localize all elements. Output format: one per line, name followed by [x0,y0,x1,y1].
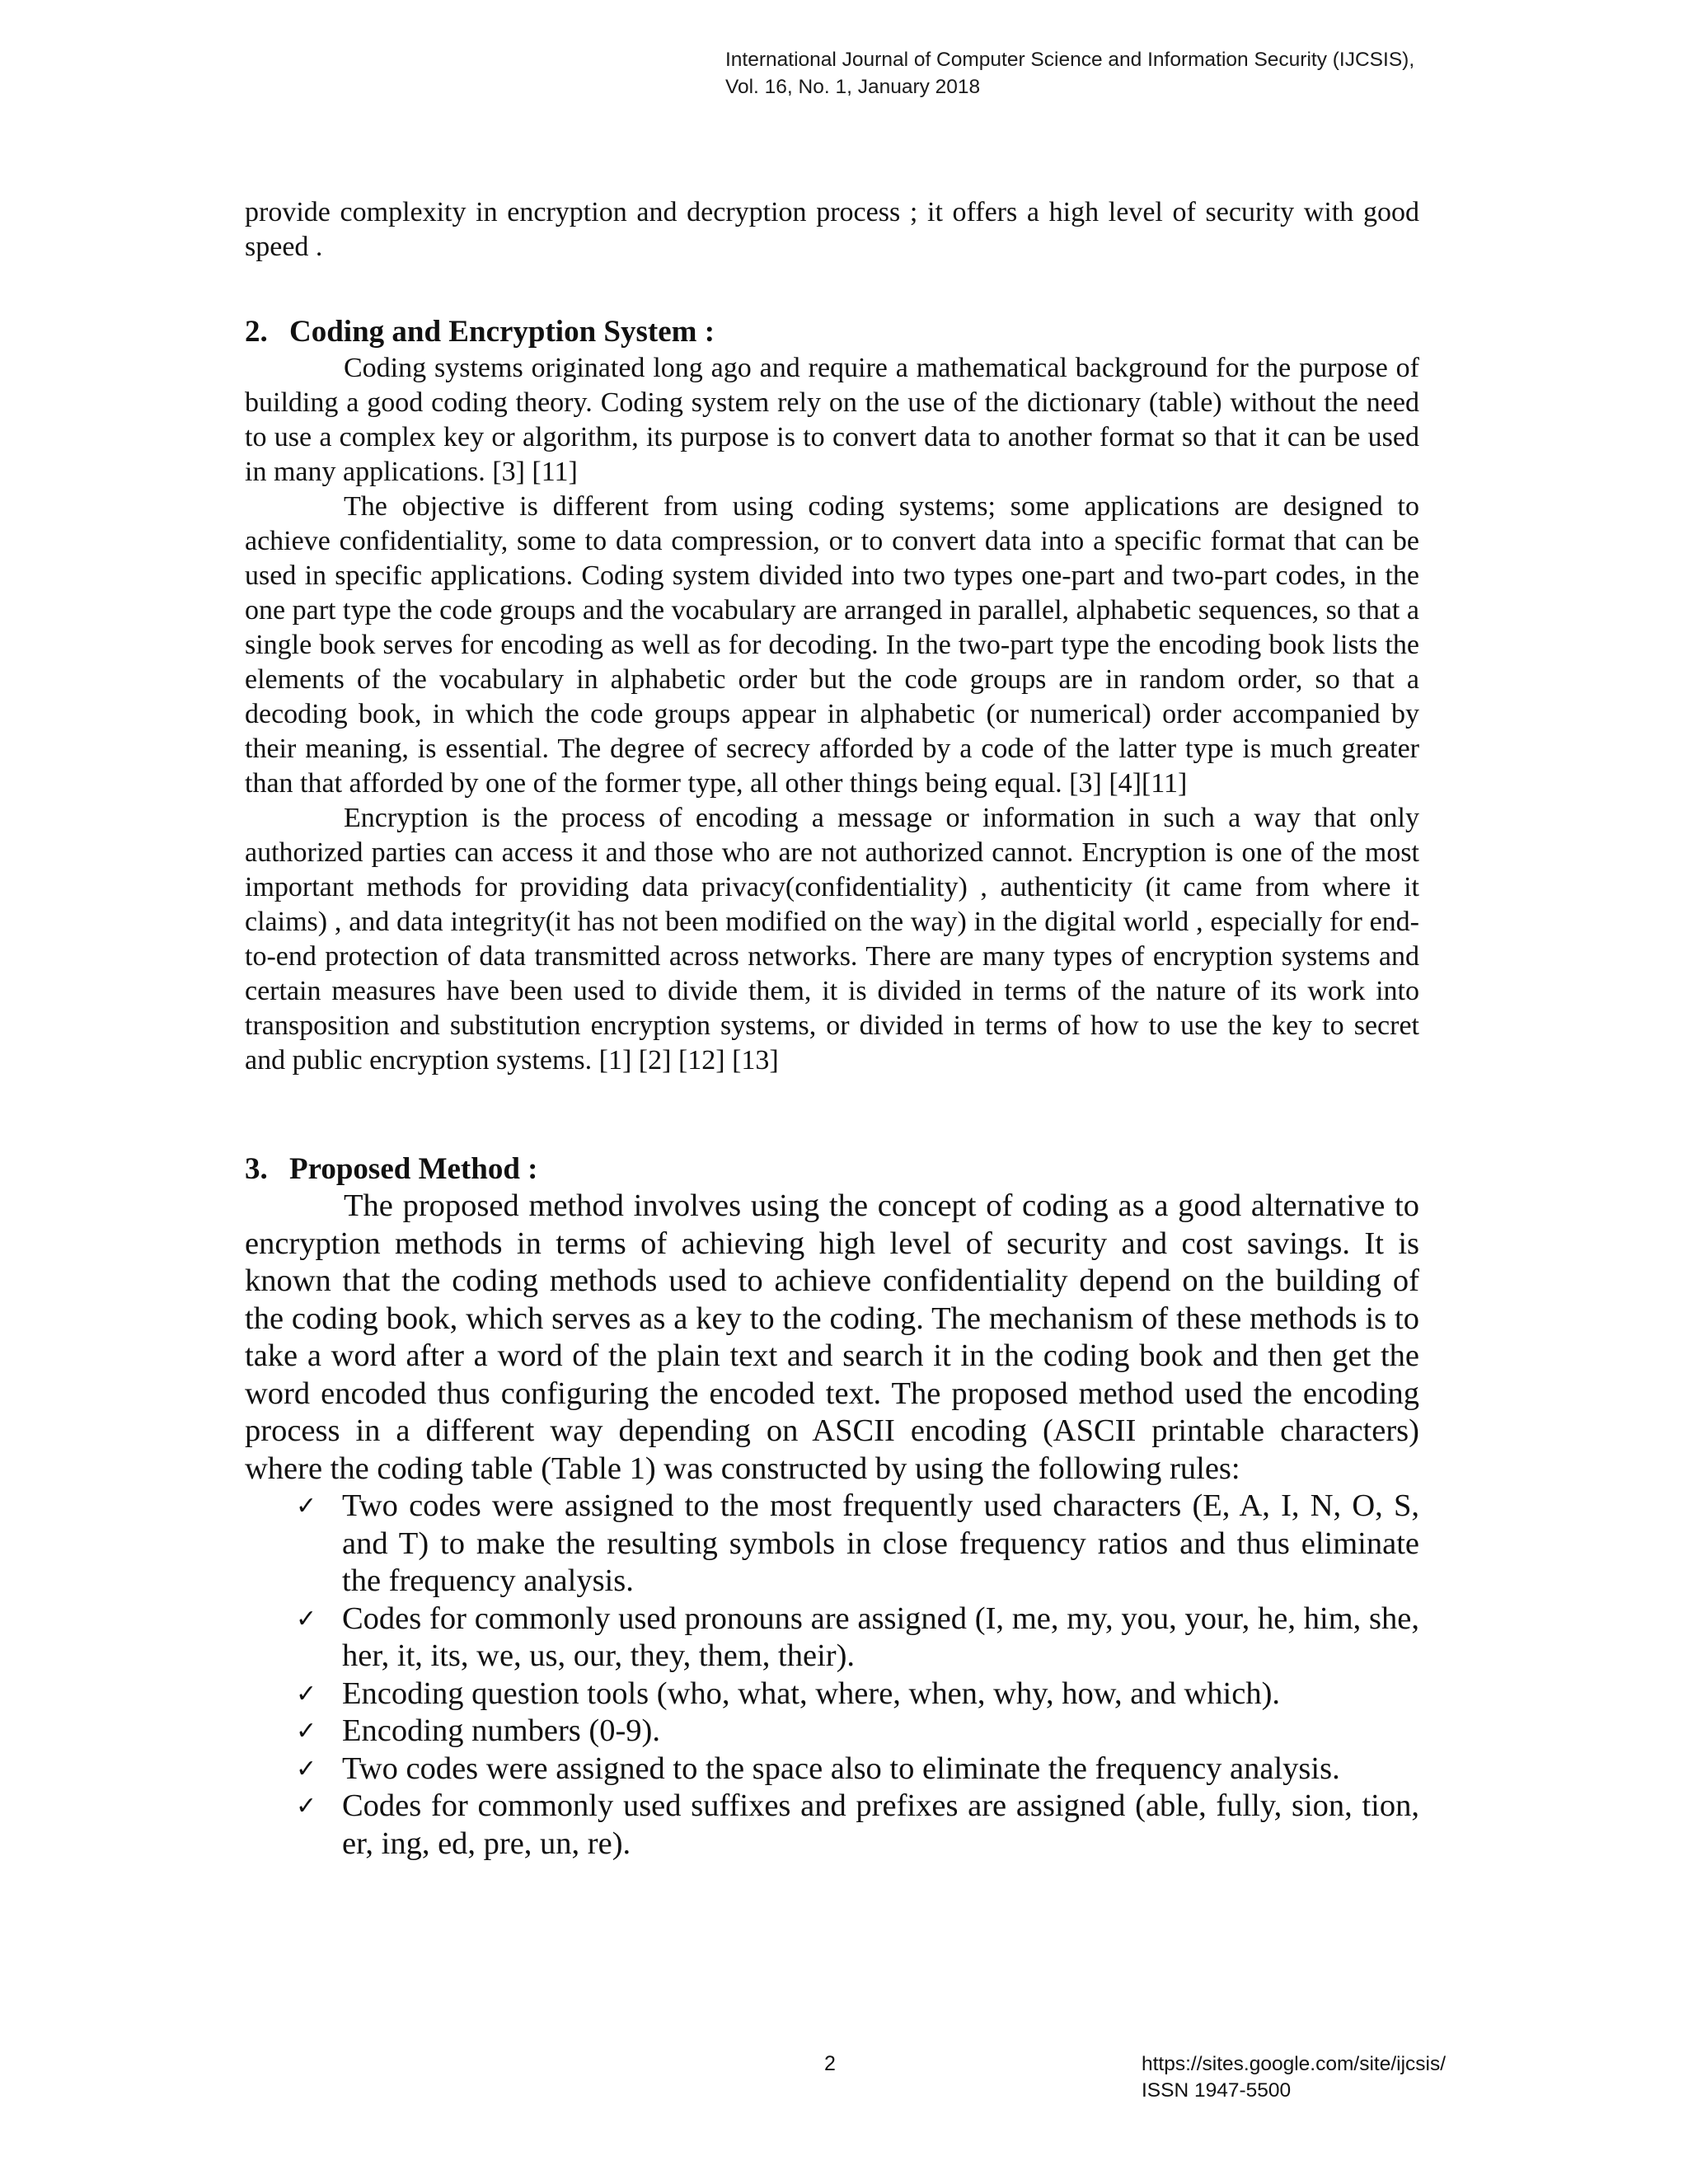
list-item [245,1788,1419,1863]
section-2-paragraph-1: Coding systems originated long ago and require a mathematical background for the purpose of building a good coding theory. Coding system rely on the use of the dictionary (table) without the need to use a complex key or algorithm, its purpose is to convert data to another format so that it can be used in many applications. [3] [11] [245,353,1419,487]
checkmark-icon: ✓ [296,1717,317,1746]
checkmark-icon: ✓ [296,1492,317,1521]
checkmark-icon: ✓ [296,1754,317,1783]
rule-text: Two codes were assigned to the most frequently used characters (E, A, I, N, O, S, and T) to make the resulting symbols in close frequency ratios and thus eliminate the frequency analysis. [342,1488,1419,1598]
section-3-heading [245,1151,537,1188]
journal-volume: Vol. 16, No. 1, January 2018 [725,76,981,98]
rule-text: Codes for commonly used suffixes and prefixes are assigned (able, fully, sion, tion, er, ing, ed, pre, un, re). [342,1788,1419,1861]
checkmark-icon: ✓ [296,1679,317,1708]
page-footer [1142,2051,1446,2104]
section-2-body [245,351,1419,1078]
issn: ISSN 1947-5500 [1142,2079,1292,2102]
journal-title: International Journal of Computer Science and Information Security (IJCSIS), [725,49,1415,71]
checkmark-icon: ✓ [296,1604,317,1633]
list-item [245,1601,1419,1675]
list-item [245,1488,1419,1601]
checkmark-icon: ✓ [296,1792,317,1821]
list-item [245,1750,1419,1788]
section-3-paragraph: The proposed method involves using the concept of coding as a good alternative to encryption methods in terms of achieving high level of security and cost savings. It is known that the coding methods used to achieve confidentiality depend on the building of the coding book, which serves as a key to the coding. The mechanism of these methods is to take a word after a word of the plain text and search it in the coding book and then get the word encoded thus configuring the encoded text. The proposed method used the encoding process in a different way depending on ASCII encoding (ASCII printable characters) where the coding table (Table 1) was constructed by using the following rules: [245,1188,1419,1486]
section-3-number: 3. [245,1152,268,1186]
page-number: 2 [824,2052,836,2075]
section-2-heading [245,314,715,350]
section-2-paragraph-2: The objective is different from using coding systems; some applications are designed to achieve confidentiality, some to data compression, or to convert data into a specific format that can be used in specific applications. Coding system divided into two types one-part and two-part codes, in the one part type the code groups and the vocabulary are arranged in parallel, alphabetic sequences, so that a single book serves for encoding as well as for decoding. In the two-part type the encoding book lists the elements of the vocabulary in alphabetic order but the code groups are in random order, so that a decoding book, in which the code groups appear in alphabetic (or numerical) order accompanied by their meaning, is essential. The degree of secrecy afforded by a code of the latter type is much greater than that afforded by one of the former type, all other things being equal. [3] [4][11] [245,491,1419,799]
rule-text: Two codes were assigned to the space also to eliminate the frequency analysis. [342,1750,1340,1786]
section-3-body [245,1188,1419,1863]
section-2-title: Coding and Encryption System : [289,315,715,349]
section-2-number: 2. [245,315,268,349]
list-item [245,1675,1419,1713]
list-item [245,1713,1419,1750]
journal-url: https://sites.google.com/site/ijcsis/ [1142,2053,1447,2075]
journal-header [725,46,1414,101]
section-3-title: Proposed Method : [289,1152,538,1186]
intro-paragraph: provide complexity in encryption and decryption process ; it offers a high level of security with good speed . [245,197,1419,262]
rule-text: Encoding numbers (0-9). [342,1713,660,1748]
section-2-paragraph-3: Encryption is the process of encoding a message or information in such a way that only authorized parties can access it and those who are not authorized cannot. Encryption is one of the most important methods for providing data privacy(confidentiality) , authenticity (it came from where it claims) , and data integrity(it has not been modified on the way) in the digital world , especially for end-to-end protection of data transmitted across networks. There are many types of encryption systems and certain measures have been used to divide them, it is divided in terms of the nature of its work into transposition and substitution encryption systems, or divided in terms of how to use the key to secret and public encryption systems. [1] [2] [12] [13] [245,803,1419,1076]
rules-list [245,1488,1419,1863]
intro-block [245,195,1419,265]
rule-text: Encoding question tools (who, what, where, when, why, how, and which). [342,1675,1281,1711]
rule-text: Codes for commonly used pronouns are assigned (I, me, my, you, your, he, him, she, her, it, its, we, us, our, they, them, their). [342,1601,1419,1673]
